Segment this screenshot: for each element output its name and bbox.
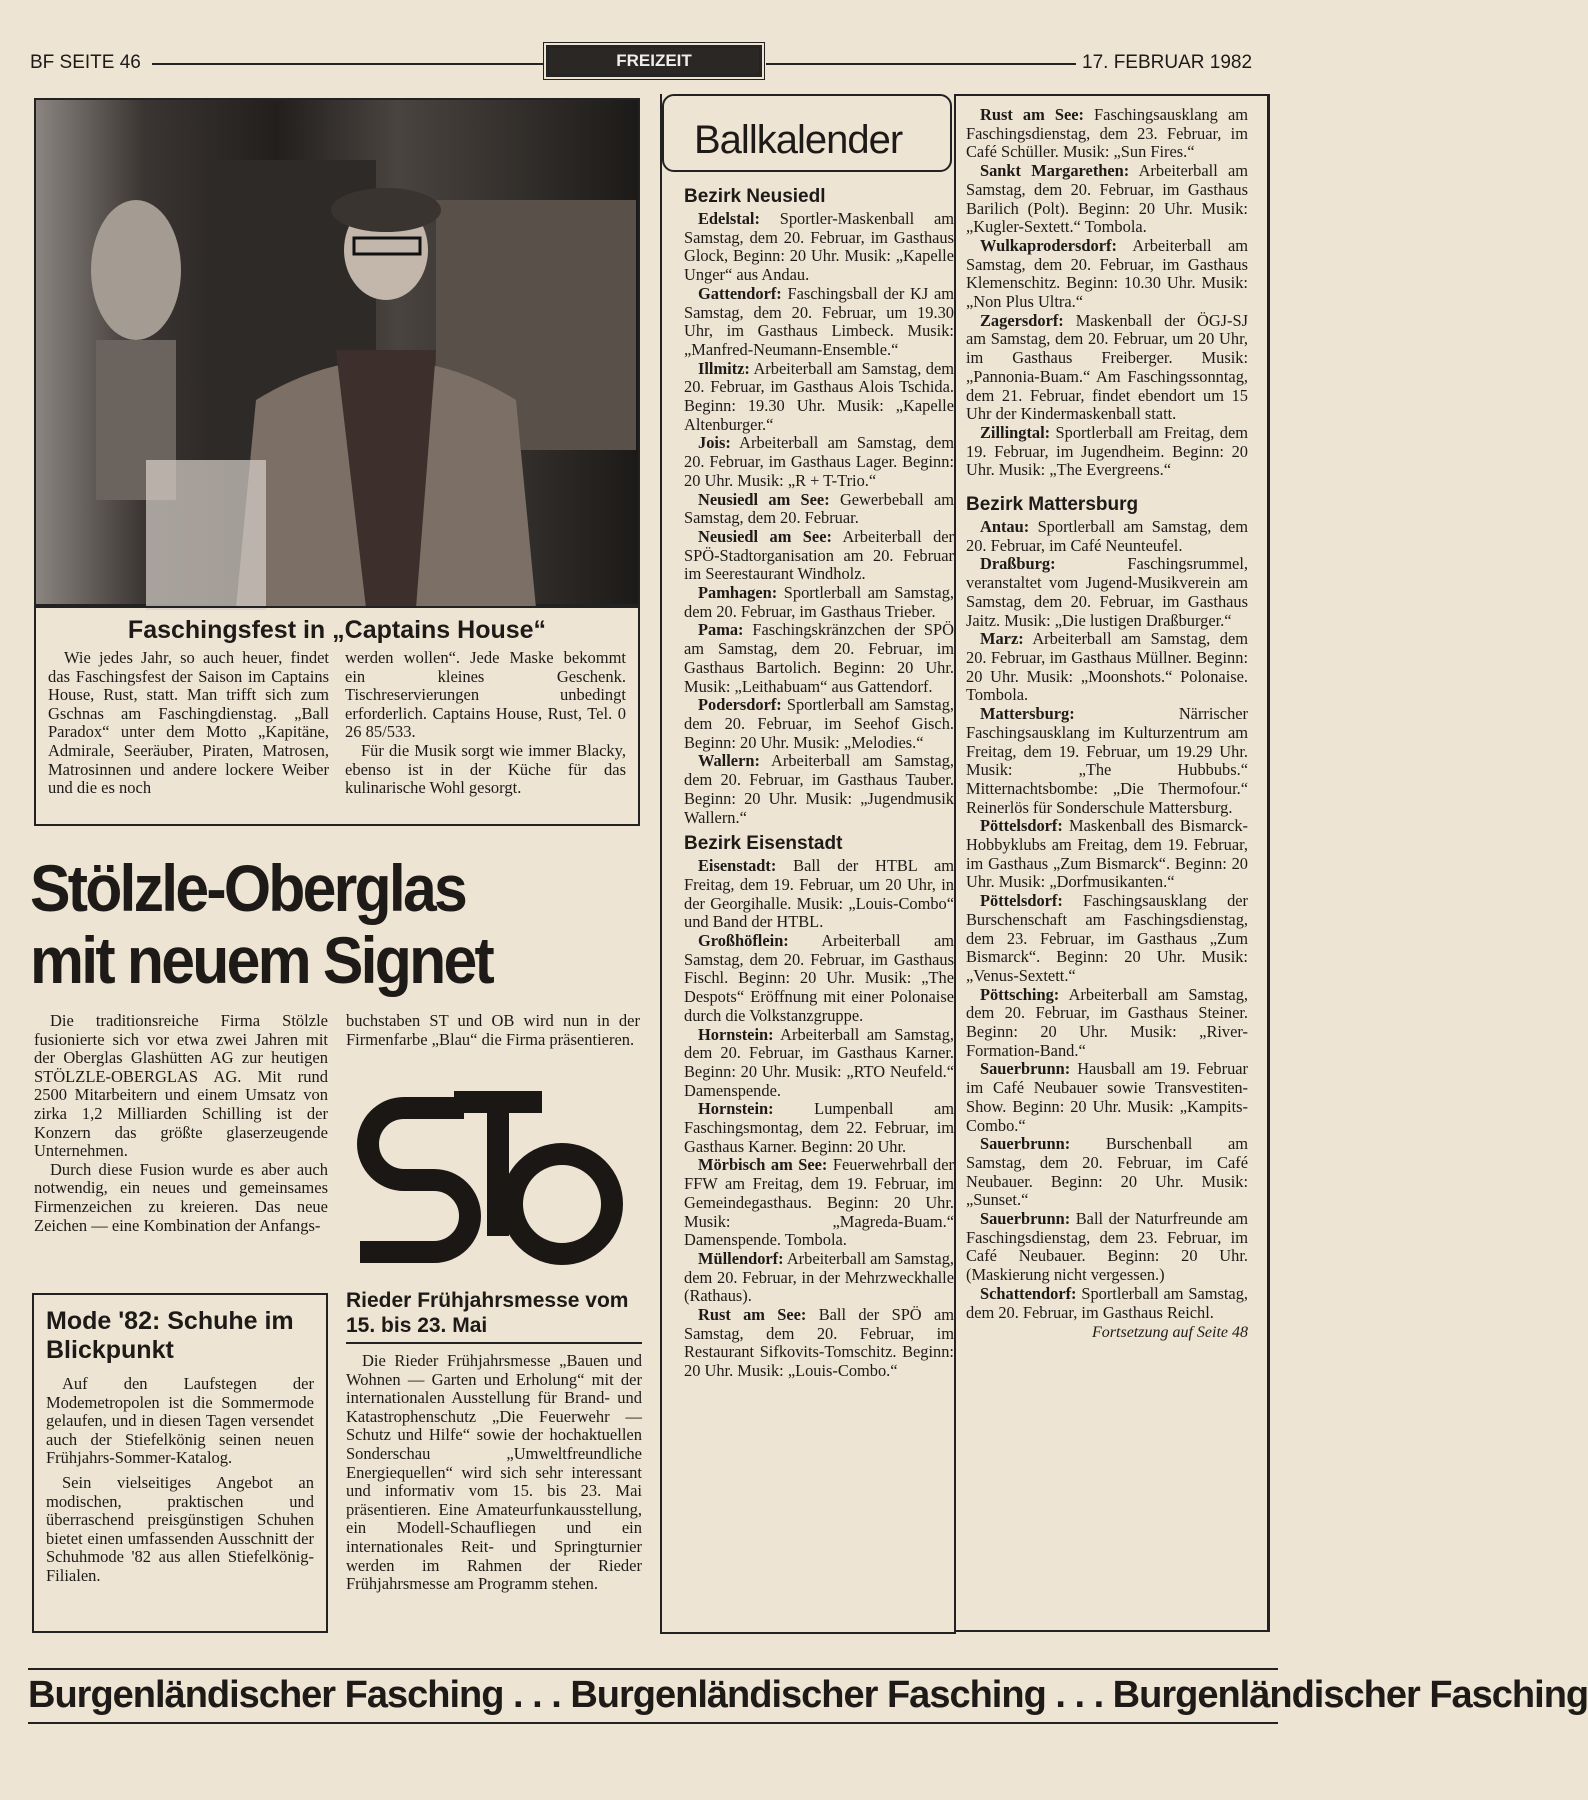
ball-place: Mörbisch am See:	[698, 1155, 828, 1175]
sto-logo-icon	[356, 1086, 628, 1262]
ball-place: Pamhagen:	[698, 583, 778, 603]
ball-entry	[966, 1060, 1248, 1135]
ball-entry	[966, 424, 1248, 480]
ball-place: Sauerbrunn:	[980, 1209, 1071, 1229]
ball-entry	[684, 210, 954, 285]
ball-entry	[966, 705, 1248, 817]
ball-place: Zagersdorf:	[980, 310, 1064, 330]
page-number: BF SEITE 46	[30, 52, 141, 73]
article-text: Für die Musik sorgt wie immer Blacky, ebenso ist in der Küche für das kulinarische Wohl gesorgt.	[345, 740, 626, 798]
ball-details: Arbeiterball am Samstag, dem 20. Februar, im Gasthaus Klemenschitz. Beginn: 10.30 Uhr. Musik: „Non Plus Ultra.“	[966, 235, 1248, 312]
ballkalender-title-box	[662, 94, 952, 172]
district-heading: Bezirk Eisenstadt	[684, 833, 843, 855]
ball-details: Arbeiterball am Samstag, dem 20. Februar, im Gasthaus Barilich (Polt). Beginn: 20 Uhr. Musik: „Kugler-Sextett.“ Tombola.	[966, 161, 1249, 237]
ball-details: Faschingskränzchen der SPÖ am Samstag, dem 20. Februar, im Gasthaus Bartolich. Beginn: 20 Uhr. Musik: „Leithabuam“ aus Gattendorf.	[684, 620, 954, 696]
article-text: Durch diese Fusion wurde es aber auch notwendig, ein neues und gemeinsames Firmenzeichen zu kreieren. Das neue Zeichen — eine Kombination der Anfangs-	[34, 1159, 328, 1235]
article-photo	[34, 98, 640, 606]
issue-date: 17. FEBRUAR 1982	[1082, 52, 1253, 73]
ball-place: Gattendorf:	[698, 283, 782, 303]
ball-entry	[966, 892, 1248, 986]
ball-details: Sportlerball am Freitag, dem 19. Februar, im Jugendheim. Beginn: 20 Uhr. Musik: „The Evergreens.“	[966, 422, 1248, 480]
ball-entry	[966, 986, 1248, 1061]
stoelzle-text-left	[34, 1012, 328, 1235]
ball-details: Lumpenball am Faschingsmontag, dem 22. Februar, im Gasthaus Karner. Beginn: 20 Uhr.	[684, 1099, 954, 1156]
ball-entry	[684, 932, 954, 1026]
section-label: FREIZEIT	[546, 45, 762, 77]
ball-entry	[684, 1026, 954, 1101]
ball-entry	[966, 1210, 1248, 1285]
captains-house-article	[34, 606, 640, 826]
ball-entry	[966, 630, 1248, 705]
ballkalender-title: Ballkalender	[694, 118, 903, 162]
ball-entry	[684, 857, 954, 932]
article-text: Die traditionsreiche Firma Stölzle fusionierte sich vor etwa zwei Jahren mit der Oberglas Glashütten AG zur heutigen STÖLZLE-OBERGLAS AG. Mit rund 2500 Mitarbeitern und einem Umsatz von zirka 1,2 Milliarden Schilling ist der Konzern das größte glaserzeugende Unternehmen.	[34, 1011, 328, 1161]
article-title: Rieder Frühjahrsmesse vom 15. bis 23. Mai	[346, 1288, 642, 1344]
ball-place: Pöttsching:	[980, 984, 1060, 1004]
article-text: werden wollen“. Jede Maske bekommt ein kleines Geschenk. Tischreservierungen unbedingt erforderlich. Captains House, Rust, Tel. 0 26 85/533.	[345, 648, 626, 742]
ball-place: Pama:	[698, 620, 744, 640]
ball-place: Eisenstadt:	[698, 856, 777, 876]
ball-place: Hornstein:	[698, 1099, 774, 1119]
ball-entry	[684, 491, 954, 528]
district-heading: Bezirk Neusiedl	[684, 186, 826, 207]
headline-line: Stölzle-Oberglas	[30, 851, 465, 925]
ball-place: Zillingtal:	[980, 422, 1051, 442]
ball-place: Rust am See:	[980, 105, 1084, 124]
ball-entry	[684, 285, 954, 360]
ball-place: Pöttelsdorf:	[980, 891, 1063, 911]
ball-details: Arbeiterball am Samstag, dem 20. Februar, im Gasthaus Alois Tschida. Beginn: 19.30 Uhr. Musik: „Kapelle Altenburger.“	[684, 358, 954, 434]
ball-place: Draßburg:	[980, 554, 1056, 574]
ball-place: Marz:	[980, 629, 1024, 649]
ball-place: Edelstal:	[698, 209, 760, 228]
ball-entry	[966, 555, 1248, 630]
ball-place: Neusiedl am See:	[698, 489, 830, 509]
ball-place: Rust am See:	[698, 1305, 807, 1325]
ball-place: Schattendorf:	[980, 1283, 1077, 1303]
ball-place: Illmitz:	[698, 358, 750, 378]
ball-details: Arbeiterball am Samstag, dem 20. Februar, im Gasthaus Karner. Beginn: 20 Uhr. Musik: „RTO Neufeld.“ Damenspende.	[684, 1024, 954, 1100]
ball-details: Hausball am 19. Februar im Café Neubauer sowie Transvestiten-Show. Beginn: 20 Uhr. Musik: „Kampits-Combo.“	[966, 1059, 1248, 1135]
ball-place: Müllendorf:	[698, 1248, 784, 1268]
ball-place: Sauerbrunn:	[980, 1059, 1071, 1079]
ball-entry	[684, 621, 954, 696]
ball-details: Arbeiterball am Samstag, dem 20. Februar, im Gasthaus Steiner. Beginn: 20 Uhr. Musik: „River-Formation-Band.“	[966, 984, 1248, 1060]
article-text: Wie jedes Jahr, so auch heuer, findet das Faschingsfest der Saison im Captains House, Rust, statt. Man trifft sich zum Gschnas am Faschingdienstag. „Ball Paradox“ unter dem Motto „Kapitäne, Admirale, Seeräuber, Piraten, Matrosen, Matrosinnen und andere lockere Weiber und die es noch	[48, 648, 329, 798]
ball-place: Hornstein:	[698, 1024, 774, 1044]
article-text: buchstaben ST und OB wird nun in der Firmenfarbe „Blau“ die Firma präsentieren.	[346, 1011, 640, 1049]
ball-entry	[684, 584, 954, 621]
ball-details: Sportlerball am Samstag, dem 20. Februar, im Café Neunteufel.	[966, 517, 1248, 555]
ball-entry	[966, 237, 1248, 312]
ball-details: Ball der HTBL am Freitag, dem 19. Februar, um 20 Uhr, in der Georgihalle. Musik: „Louis-Combo“ und Band der HTBL.	[684, 856, 954, 932]
bottom-banner: Burgenländischer Fasching . . . Burgenländischer Fasching . . . Burgenländischer Fasching	[28, 1668, 1278, 1724]
ball-place: Wulkaprodersdorf:	[980, 235, 1117, 255]
ball-place: Pöttelsdorf:	[980, 816, 1063, 836]
ball-entry	[684, 696, 954, 752]
ball-entry	[684, 528, 954, 584]
sto-logo	[356, 1086, 628, 1267]
ball-place: Podersdorf:	[698, 695, 782, 715]
ball-entry	[966, 106, 1248, 162]
article-text: Sein vielseitiges Angebot an modischen, praktischen und überraschend preisgünstigen Schuhen bietet einen umfassenden Ausschnitt der Schuhmode '82 aus allen Stiefelkönig-Filialen.	[46, 1472, 314, 1585]
ball-entry	[966, 312, 1248, 424]
ball-entry	[684, 1306, 954, 1381]
article-title: Faschingsfest in „Captains House“	[127, 616, 547, 644]
ball-details: Maskenball der ÖGJ-SJ am Samstag, dem 20. Februar, um 20 Uhr, im Gasthaus Freiberger. Musik: „Pannonia-Buam.“ Am Faschingssonntag, dem 21. Februar, findet ebendort um 15 Uhr der Kindermaskenball statt.	[966, 310, 1248, 424]
ball-entry	[684, 1100, 954, 1156]
ball-entry	[684, 752, 954, 827]
header-rule-right	[766, 63, 1076, 65]
ball-entry	[966, 1285, 1248, 1322]
ball-entry	[966, 1135, 1248, 1210]
ball-details: Faschingsausklang der Burschenschaft am Faschingsdienstag, dem 23. Februar, im Gasthaus „Zum Bismarck“. Beginn: 20 Uhr. Musik: „Venus-Sextett.“	[966, 891, 1248, 985]
ball-details: Sportlerball am Samstag, dem 20. Februar, im Seehof Gisch. Beginn: 20 Uhr. Musik: „Melodies.“	[684, 695, 954, 752]
ball-details: Burschenball am Samstag, dem 20. Februar, im Café Neubauer. Beginn: 20 Uhr. Musik: „Sunset.“	[966, 1134, 1248, 1210]
ball-entry	[684, 1156, 954, 1250]
stoelzle-text-right	[346, 1012, 640, 1049]
ball-entry	[684, 360, 954, 435]
ball-entry	[966, 518, 1248, 555]
ball-details: Sportlerball am Samstag, dem 20. Februar, im Gasthaus Reichl.	[966, 1283, 1248, 1322]
header-rule-left	[152, 63, 544, 65]
ball-details: Feuerwehrball der FFW am Freitag, dem 19. Februar, im Gemeindegasthaus. Beginn: 20 Uhr. Musik: „Magreda-Buam.“ Damenspende. Tombola.	[684, 1155, 954, 1250]
ball-place: Sankt Margarethen:	[980, 161, 1130, 181]
ball-details: Sportlerball am Samstag, dem 20. Februar, im Gasthaus Trieber.	[684, 583, 954, 621]
ball-place: Neusiedl am See:	[698, 526, 832, 546]
ball-details: Faschingsausklang am Faschingsdienstag, dem 23. Februar, im Café Schüller. Musik: „Sun Fires.“	[966, 105, 1248, 162]
ball-details: Ball der Naturfreunde am Faschingsdienstag, dem 23. Februar, im Café Neubauer. Beginn: 20 Uhr. (Maskierung nicht vergessen.)	[966, 1209, 1248, 1285]
ball-entry	[966, 162, 1248, 237]
headline-line: mit neuem Signet	[30, 923, 492, 997]
ball-details: Faschingsrummel, veranstaltet vom Jugend-Musikverein am Samstag, dem 20. Februar, im Gasthaus Jaitz. Musik: „Die lustigen Draßburger.“	[966, 554, 1248, 630]
ball-details: Arbeiterball am Samstag, dem 20. Februar, in der Mehrzweckhalle (Rathaus).	[684, 1248, 954, 1306]
article-text: Die Rieder Frühjahrsmesse „Bauen und Wohnen — Garten und Erholung“ mit der internationalen Ausstellung für Brand- und Katastrophenschutz „Die Feuerwehr — Schutz und Hilfe“ sowie der hochaktuellen Sonderschau „Umweltfreundliche Energiequellen“ wird sich sehr interessant und informativ vom 15. bis 23. Mai präsentieren. Eine Amateurfunkausstellung, ein Modell-Schaufliegen und ein internationales Reit- und Springturnier werden im Rahmen der Rieder Frühjahrsmesse am Programm stehen.	[346, 1351, 642, 1594]
ball-details: Gewerbeball am Samstag, dem 20. Februar.	[684, 489, 954, 528]
ball-details: Arbeiterball am Samstag, dem 20. Februar, im Gasthaus Lager. Beginn: 20 Uhr. Musik: „R + T-Trio.“	[684, 433, 954, 490]
ball-place: Mattersburg:	[980, 704, 1075, 724]
ball-details: Arbeiterball am Samstag, dem 20. Februar, im Gasthaus Müllner. Beginn: 20 Uhr. Musik: „Moonshots.“ Polonaise. Tombola.	[966, 629, 1248, 705]
ball-place: Jois:	[698, 433, 731, 453]
ball-place: Großhöflein:	[698, 931, 789, 951]
ball-entry	[684, 1250, 954, 1306]
stoelzle-headline	[30, 852, 619, 996]
article-text: Auf den Laufstegen der Modemetropolen ist die Sommermode gelaufen, und in diesen Tagen versendet auch der Stiefelkönig seinen neuen Frühjahrs-Sommer-Katalog.	[46, 1374, 314, 1468]
ball-details: Närrischer Faschingsausklang im Kulturzentrum am Freitag, dem 19. Februar, um 19.29 Uhr. Musik: „The Hubbubs.“ Mitternachtsbombe: „Die Thermofour.“ Reinerlös für Sonderschule Mattersburg.	[966, 704, 1248, 817]
ball-details: Arbeiterball der SPÖ-Stadtorganisation am 20. Februar im Seerestaurant Windholz.	[684, 526, 954, 584]
ball-place: Sauerbrunn:	[980, 1134, 1071, 1154]
article-title: Mode '82: Schuhe im Blickpunkt	[46, 1307, 294, 1364]
photo-man-with-figurehead	[36, 100, 642, 608]
ball-entry	[966, 817, 1248, 892]
continuation-note: Fortsetzung auf Seite 48	[1092, 1324, 1248, 1342]
ball-details: Arbeiterball am Samstag, dem 20. Februar, im Gasthaus Fischl. Beginn: 20 Uhr. Musik: „The Despots“ Eröffnung mit einer Polonaise durch die Volkstanzgruppe.	[684, 931, 954, 1025]
ball-details: Faschingsball der KJ am Samstag, dem 20. Februar, um 19.30 Uhr, im Gasthaus Limbeck. Musik: „Manfred-Neumann-Ensemble.“	[684, 283, 954, 359]
ball-entry	[684, 434, 954, 490]
ball-place: Wallern:	[698, 751, 760, 771]
district-heading: Bezirk Mattersburg	[966, 494, 1139, 516]
ball-details: Maskenball des Bismarck-Hobbyklubs am Freitag, dem 19. Februar, im Gasthaus „Zum Bismarck“. Beginn: 20 Uhr. Musik: „Dorfmusikanten.“	[966, 816, 1248, 892]
ball-details: Sportler-Maskenball am Samstag, dem 20. Februar, im Gasthaus Glock, Beginn: 20 Uhr. Musik: „Kapelle Unger“ aus Andau.	[684, 209, 954, 285]
ball-details: Ball der SPÖ am Samstag, dem 20. Februar, im Restaurant Sifkovits-Tomschitz. Beginn: 20 Uhr. Musik: „Louis-Combo.“	[684, 1305, 954, 1381]
rieder-article	[346, 1288, 642, 1594]
ballkalender-column-1	[684, 180, 954, 1381]
mode-article	[32, 1293, 328, 1633]
ball-place: Antau:	[980, 517, 1030, 537]
ballkalender-column-2	[966, 106, 1248, 1342]
ball-details: Arbeiterball am Samstag, dem 20. Februar, im Gasthaus Tauber. Beginn: 20 Uhr. Musik: „Jugendmusik Wallern.“	[684, 751, 954, 827]
